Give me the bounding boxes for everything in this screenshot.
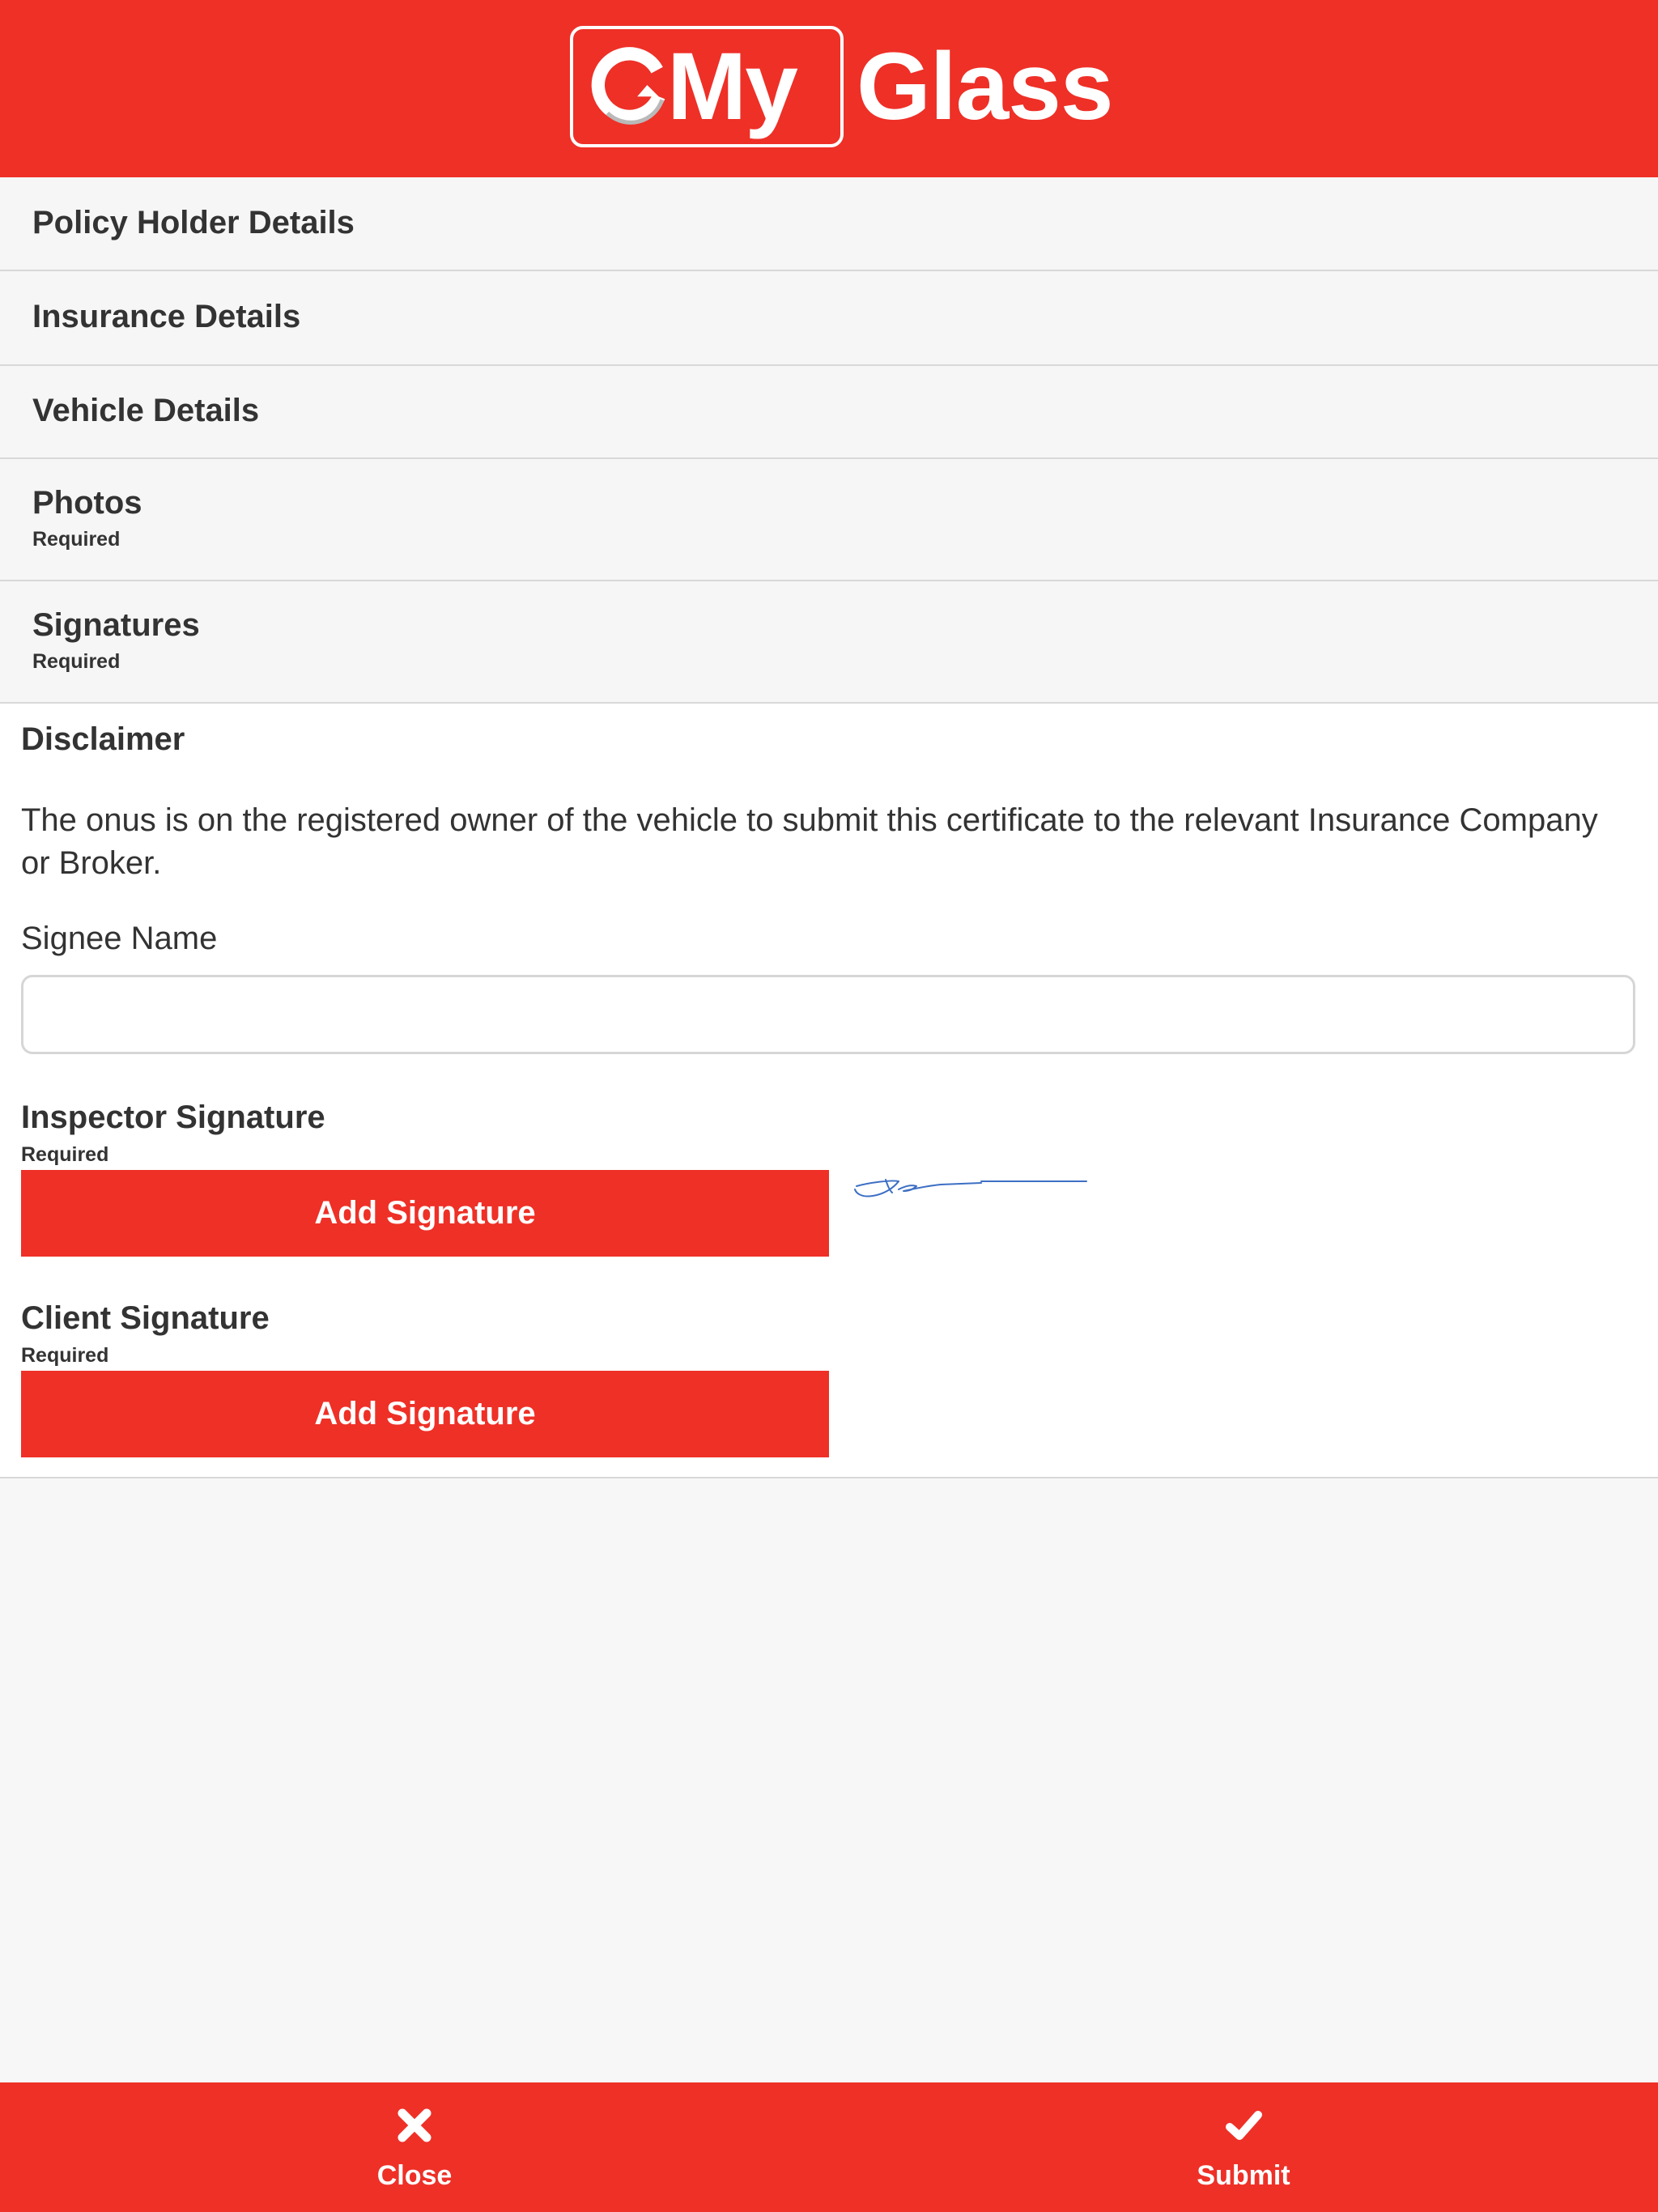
section-vehicle-details[interactable] bbox=[0, 366, 1658, 459]
app-header bbox=[0, 0, 1658, 177]
signee-name-label: Signee Name bbox=[21, 921, 218, 956]
client-add-signature-button[interactable] bbox=[21, 1371, 829, 1457]
close-label: Close bbox=[376, 2160, 453, 2191]
inspector-signature-required: Required bbox=[21, 1143, 109, 1166]
button-label: Add Signature bbox=[314, 1195, 536, 1231]
logo-text-glass: Glass bbox=[857, 33, 1113, 140]
inspector-signature-title: Inspector Signature bbox=[21, 1100, 325, 1135]
logo-g-icon bbox=[589, 45, 672, 128]
section-signatures[interactable] bbox=[0, 581, 1658, 704]
logo-text-my: My bbox=[667, 33, 797, 140]
section-required-label: Required bbox=[32, 650, 121, 673]
section-photos[interactable] bbox=[0, 459, 1658, 581]
logo-box bbox=[570, 26, 844, 147]
section-required-label: Required bbox=[32, 528, 121, 551]
client-signature-required: Required bbox=[21, 1344, 109, 1367]
submit-button[interactable] bbox=[829, 2082, 1658, 2212]
inspector-add-signature-button[interactable] bbox=[21, 1170, 829, 1257]
myglass-logo bbox=[570, 26, 1112, 147]
disclaimer-text: The onus is on the registered owner of the vehicle to submit this certificate to the relevant Insurance Company or Broker. bbox=[21, 802, 1598, 881]
close-icon bbox=[394, 2105, 435, 2146]
check-icon bbox=[1223, 2105, 1264, 2146]
inspector-signature-image bbox=[852, 1172, 1095, 1212]
signatures-panel bbox=[0, 704, 1658, 1478]
section-title: Signatures bbox=[32, 607, 200, 643]
signee-name-input[interactable] bbox=[21, 975, 1635, 1054]
footer-toolbar bbox=[0, 2082, 1658, 2212]
section-title: Photos bbox=[32, 485, 142, 521]
section-title: Policy Holder Details bbox=[32, 205, 355, 240]
close-button[interactable] bbox=[0, 2082, 829, 2212]
client-signature-title: Client Signature bbox=[21, 1300, 270, 1336]
section-policy-holder-details[interactable] bbox=[0, 177, 1658, 271]
button-label: Add Signature bbox=[314, 1396, 536, 1431]
section-title: Vehicle Details bbox=[32, 393, 260, 428]
section-insurance-details[interactable] bbox=[0, 271, 1658, 366]
submit-label: Submit bbox=[1197, 2160, 1290, 2191]
disclaimer-title: Disclaimer bbox=[21, 721, 185, 757]
section-title: Insurance Details bbox=[32, 299, 301, 334]
